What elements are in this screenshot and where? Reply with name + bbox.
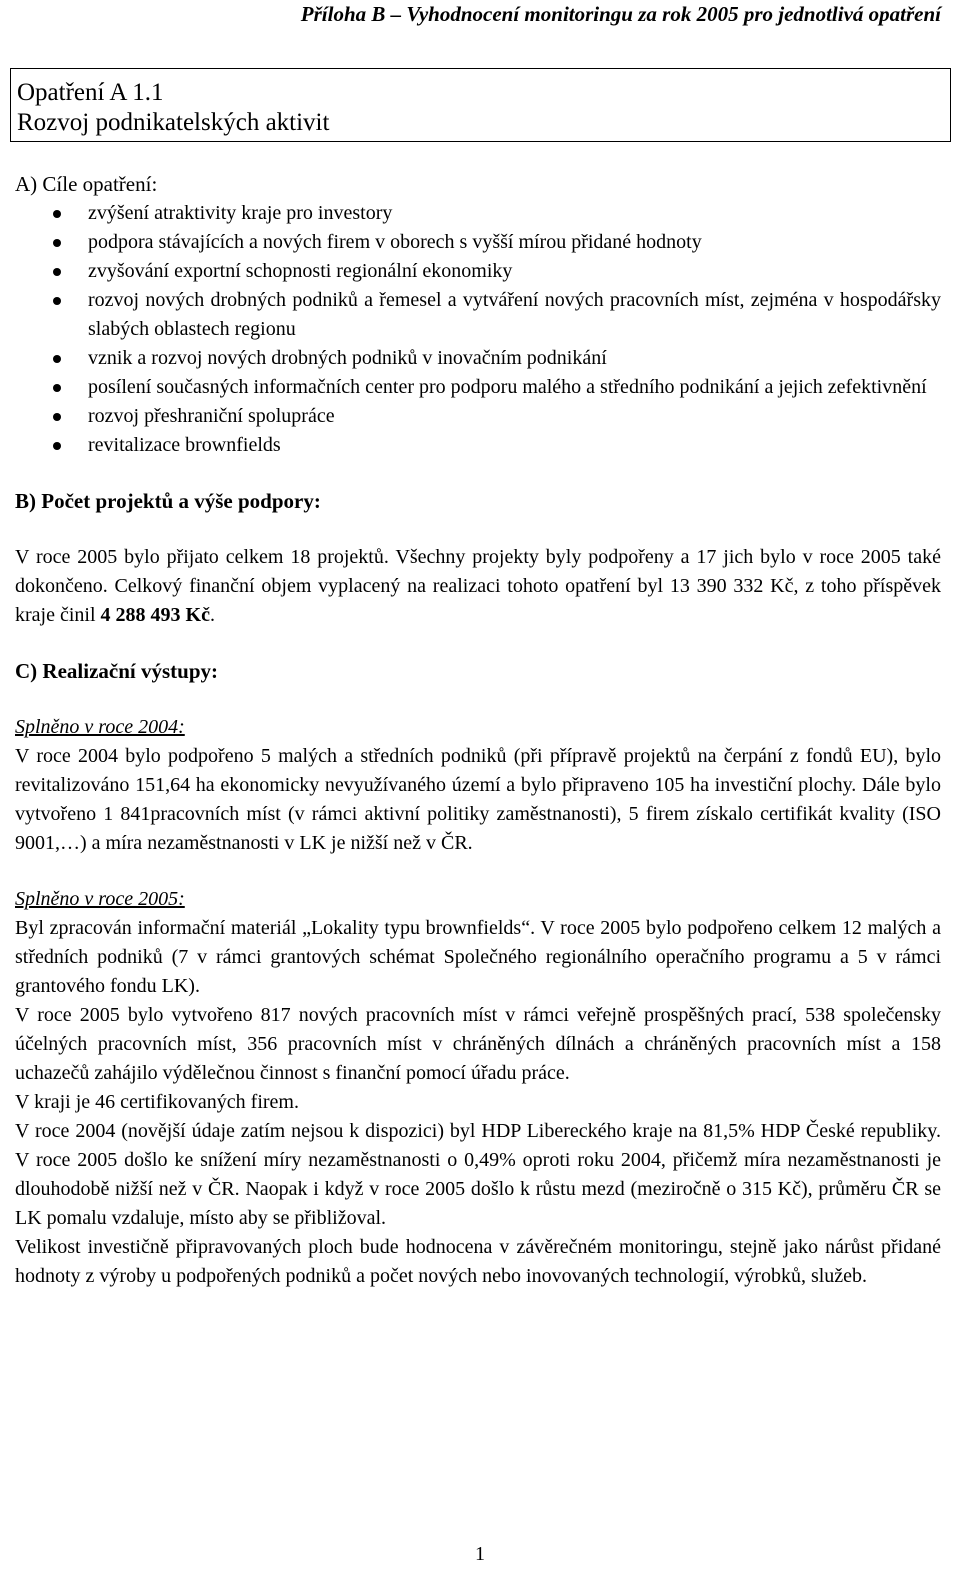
paragraph-2005: V kraji je 46 certifikovaných firem. [15, 1091, 299, 1113]
bullet-icon [53, 442, 61, 450]
page-header: Příloha B – Vyhodnocení monitoringu za rok 2005 pro jednotlivá opatření [300, 2, 941, 26]
bullet-icon [53, 268, 61, 276]
bullet-icon [53, 355, 61, 363]
list-item: zvýšení atraktivity kraje pro investory [15, 199, 941, 228]
page-number: 1 [475, 1543, 485, 1565]
measure-title: Rozvoj podnikatelských aktivit [17, 109, 330, 136]
paragraph-2005: V roce 2004 (novější údaje zatím nejsou k dispozici) byl HDP Libereckého kraje na 81,5% HDP České republiky. V roce 2005 došlo ke snížení míry nezaměstnanosti o 0,49% oproti roku 2004, přičemž míra nezaměstnanosti je dlouhodobě nižší než v ČR. Naopak i když v roce 2005 došlo k růstu mezd (meziročně o 315 Kč), průměru ČR se LK pomalu vzdaluje, místo aby se přibližoval. [15, 1120, 941, 1229]
section-c-heading: C) Realizační výstupy: [15, 659, 218, 683]
bullet-icon [53, 210, 61, 218]
bullet-icon [53, 239, 61, 247]
paragraph-2005: Velikost investičně připravovaných ploch bude hodnocena v závěrečném monitoringu, stejně jako nárůst přidané hodnoty z výroby u podpořených podniků a počet nových nebo inovovaných technologií, výrobků, služeb. [15, 1236, 941, 1287]
support-amount: 4 288 493 Kč [100, 604, 210, 626]
list-item: zvyšování exportní schopnosti regionální ekonomiky [15, 257, 941, 286]
section-b-text: V roce 2005 bylo přijato celkem 18 projektů. Všechny projekty byly podpořeny a 17 jich bylo v roce 2005 také dokončeno. Celkový finanční objem vyplacený na realizaci tohoto opatření byl 13 390 332 Kč, z toho příspěvek kraje činil 4 288 493 Kč. [15, 546, 941, 626]
measure-code: Opatření A 1.1 [17, 79, 164, 106]
section-b-heading: B) Počet projektů a výše podpory: [15, 489, 321, 513]
title-box [10, 68, 951, 142]
list-item: podpora stávajících a nových firem v oborech s vyšší mírou přidané hodnoty [15, 228, 941, 257]
subheading-2004: Splněno v roce 2004: [15, 716, 185, 738]
goals-list [15, 199, 941, 460]
bullet-icon [53, 413, 61, 421]
section-a-heading: A) Cíle opatření: [15, 172, 158, 196]
paragraph-2004: V roce 2004 bylo podpořeno 5 malých a středních podniků (při přípravě projektů na čerpání z fondů EU), bylo revitalizováno 151,64 ha ekonomicky nevyužívaného území a bylo připraveno 105 ha investiční plochy. Dále bylo vytvořeno 1 841pracovních míst (v rámci aktivní politiky zaměstnanosti), 5 firem získalo certifikát kvality (ISO 9001,…) a míra nezaměstnanosti v LK je nižší než v ČR. [15, 745, 941, 854]
list-item: rozvoj nových drobných podniků a řemesel a vytváření nových pracovních míst, zejména v hospodářsky slabých oblastech regionu [15, 286, 941, 344]
paragraph-2005: V roce 2005 bylo vytvořeno 817 nových pracovních míst v rámci veřejně prospěšných prací, 538 společensky účelných pracovních míst, 356 pracovních míst v chráněných dílnách a chráněných pracovních míst a 158 uchazečů zahájilo výdělečnou činnost s finanční pomocí úřadu práce. [15, 1004, 941, 1084]
subheading-2005: Splněno v roce 2005: [15, 888, 185, 910]
list-item: vznik a rozvoj nových drobných podniků v inovačním podnikání [15, 344, 941, 373]
document-body [15, 170, 941, 1291]
bullet-icon [53, 297, 61, 305]
bullet-icon [53, 384, 61, 392]
paragraph-2005: Byl zpracován informační materiál „Lokality typu brownfields“. V roce 2005 bylo podpořeno celkem 12 malých a středních podniků (7 v rámci grantových schémat Společného regionálního operačního programu a 5 v rámci grantového fondu LK). [15, 917, 941, 997]
list-item: revitalizace brownfields [15, 431, 941, 460]
list-item: rozvoj přeshraniční spolupráce [15, 402, 941, 431]
list-item: posílení současných informačních center pro podporu malého a středního podnikání a jejich zefektivnění [15, 373, 941, 402]
